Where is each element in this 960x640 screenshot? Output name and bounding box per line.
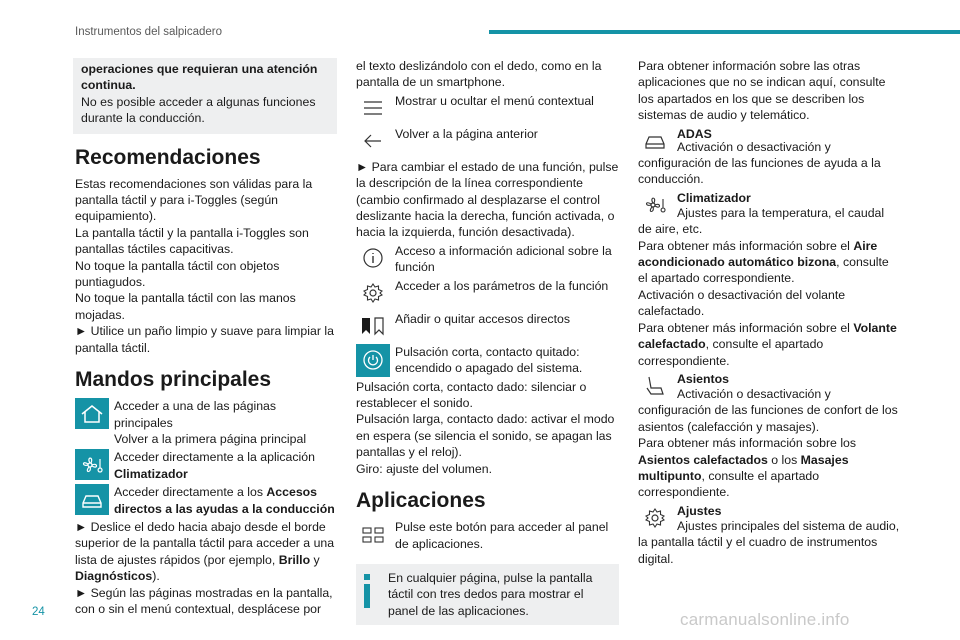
col2-intro: el texto deslizándolo con el dedo, como en la pantalla de un smartphone. [356, 59, 602, 90]
ajustes-text: Ajustes principales del sistema de audio, la pantalla táctil y el cuadro de instrumentos digital. [638, 518, 900, 566]
heading-mandos: Mandos principales [75, 368, 272, 392]
mando-car-row [75, 484, 337, 517]
fan-icon [75, 449, 109, 480]
column-1 [75, 58, 337, 617]
col3-intro: Para obtener información sobre las otras aplicaciones que no se indican aquí, consulte los apartados en los que se describen los sistemas de audio y telemático. [638, 59, 886, 123]
mando-car-bold: Accesos directos a las ayudas a la conducción [114, 485, 335, 516]
mando-home-line1: Acceder a una de las páginas principales [114, 399, 277, 430]
column-3 [638, 58, 900, 567]
recs-paragraph-1: Estas recomendaciones son válidas para la pantalla táctil y para i-Toggles (según equipamiento). [75, 176, 313, 224]
info-row [356, 243, 619, 276]
mando-car-pre: Acceder directamente a los [114, 485, 267, 500]
back-text: Volver a la página anterior [395, 126, 538, 141]
recs-paragraph-4: No toque la pantalla táctil con las manos mojadas. [75, 291, 296, 322]
note-text: No es posible acceder a algunas funciones durante la conducción. [81, 94, 316, 126]
note-bold-text: operaciones que requieran una atención continua. [81, 62, 318, 93]
slide-bold-diagnosticos: Diagnósticos [75, 569, 153, 584]
volante-more-post: , consulte el apartado correspondiente. [638, 337, 824, 368]
car-icon [638, 126, 672, 157]
watermark: carmanualsonline.info [680, 610, 850, 629]
asientos-more-mid: o los [767, 452, 801, 467]
running-header: Instrumentos del salpicadero [75, 26, 223, 38]
power-more-3: Giro: ajuste del volumen. [356, 461, 493, 476]
apps-grid-icon [356, 519, 390, 550]
seat-icon [638, 371, 672, 402]
gear-icon [356, 278, 390, 309]
asientos-more-b1: Asientos calefactados [638, 452, 768, 467]
pages-paragraph: ► Según las páginas mostradas en la pantalla, con o sin el menú contextual, desplácese por [75, 585, 333, 616]
power-more-1: Pulsación corta, contacto dado: silenciar o restablecer el sonido. [356, 379, 587, 411]
clima-more [638, 238, 900, 287]
bookmark-icon [356, 311, 390, 342]
back-arrow-icon [356, 126, 390, 157]
mando-home-line2: Volver a la primera página principal [114, 431, 307, 446]
power-row [356, 344, 619, 377]
clima-more-bold: Aire acondicionado automático bizona [638, 238, 878, 270]
gear-icon [638, 503, 672, 534]
mando-fan-bold: Climatizador [114, 466, 188, 481]
slide-pre: ► Deslice el dedo hacia abajo desde el borde superior de la pantalla táctil para acceder a una lista de ajustes rápidos (por ejemplo, [75, 519, 335, 567]
slide-post: ). [152, 569, 160, 584]
menu-icon [356, 93, 390, 124]
mando-fan-line1: Acceder directamente a la aplicación [114, 450, 315, 465]
power-icon [356, 344, 390, 377]
bookmark-row [356, 311, 619, 342]
bookmark-text: Añadir o quitar accesos directos [395, 311, 570, 326]
slide-paragraph [75, 519, 337, 585]
change-state-paragraph: ► Para cambiar el estado de una función, pulse la descripción de la línea correspondiente (cambio confirmado al desplazarse el control deslizante hacia la derecha, función activada, o hacia la izquierda, función desactivada). [356, 159, 619, 240]
asientos-title: Asientos [677, 371, 729, 386]
heading-aplicaciones: Aplicaciones [356, 489, 486, 513]
power-text: Pulsación corta, contacto quitado: encendido o apagado del sistema. [395, 344, 583, 376]
volante-more [638, 320, 900, 369]
volante-more-pre: Para obtener más información sobre el [638, 320, 854, 335]
clima-title: Climatizador [677, 190, 751, 205]
clima-text: Ajustes para la temperatura, el caudal de aire, etc. [638, 205, 885, 237]
heading-recomendaciones: Recomendaciones [75, 145, 261, 169]
mando-home-row [75, 398, 337, 447]
menu-text: Mostrar u ocultar el menú contextual [395, 93, 594, 108]
ajustes-title: Ajustes [677, 503, 722, 518]
apps-row [356, 519, 619, 552]
info-i-icon [364, 574, 372, 608]
asientos-more-post: , consulte el apartado correspondiente. [638, 468, 820, 500]
column-2 [356, 58, 619, 625]
volante-text: Activación o desactivación del volante calefactado. [638, 287, 846, 319]
adas-text: Activación o desactivación y configuración de las funciones de ayuda a la conducción. [638, 139, 881, 187]
mando-fan-row [75, 449, 337, 482]
power-more-2: Pulsación larga, contacto dado: activar el modo en espera (se silencia el sonido, se apagan las pantallas y el reloj). [356, 412, 615, 460]
asientos-text: Activación o desactivación y configuración de las funciones de confort de los asientos (calefacción y masajes). [638, 386, 898, 434]
apps-text: Pulse este botón para acceder al panel de aplicaciones. [395, 520, 609, 551]
car-icon [75, 484, 109, 515]
fan-icon [638, 190, 672, 221]
recs-paragraph-2: La pantalla táctil y la pantalla i-Toggles son pantallas táctiles capacitivas. [75, 225, 309, 257]
clima-more-pre: Para obtener más información sobre el [638, 238, 854, 253]
recs-paragraph-5: ► Utilice un paño limpio y suave para limpiar la pantalla táctil. [75, 324, 334, 355]
slide-bold-brillo: Brillo [278, 552, 311, 567]
home-icon [75, 398, 109, 429]
gear-row [356, 278, 619, 309]
asientos-more-pre: Para obtener más información sobre los [638, 436, 857, 451]
asientos-more [638, 435, 900, 501]
back-row [356, 126, 619, 157]
header-accent-bar [489, 30, 960, 34]
adas-title: ADAS [677, 126, 712, 141]
volante-more-bold: Volante calefactado [638, 320, 897, 352]
menu-row [356, 93, 619, 124]
tip-text: En cualquier página, pulse la pantalla táctil con tres dedos para mostrar el panel de las aplicaciones. [388, 570, 593, 618]
warning-note [73, 58, 337, 134]
gear-text: Acceder a los parámetros de la función [395, 278, 609, 293]
page-number: 24 [32, 606, 45, 618]
slide-mid: y [310, 552, 320, 567]
recs-paragraph-3: No toque la pantalla táctil con objetos puntiagudos. [75, 258, 280, 290]
asientos-more-b2: Masajes multipunto [638, 452, 849, 483]
mando-car-text [114, 484, 337, 517]
info-icon [356, 243, 390, 274]
tip-note [356, 564, 619, 625]
info-text: Acceso a información adicional sobre la función [395, 243, 612, 275]
clima-more-post: , consulte el apartado correspondiente. [638, 255, 889, 286]
